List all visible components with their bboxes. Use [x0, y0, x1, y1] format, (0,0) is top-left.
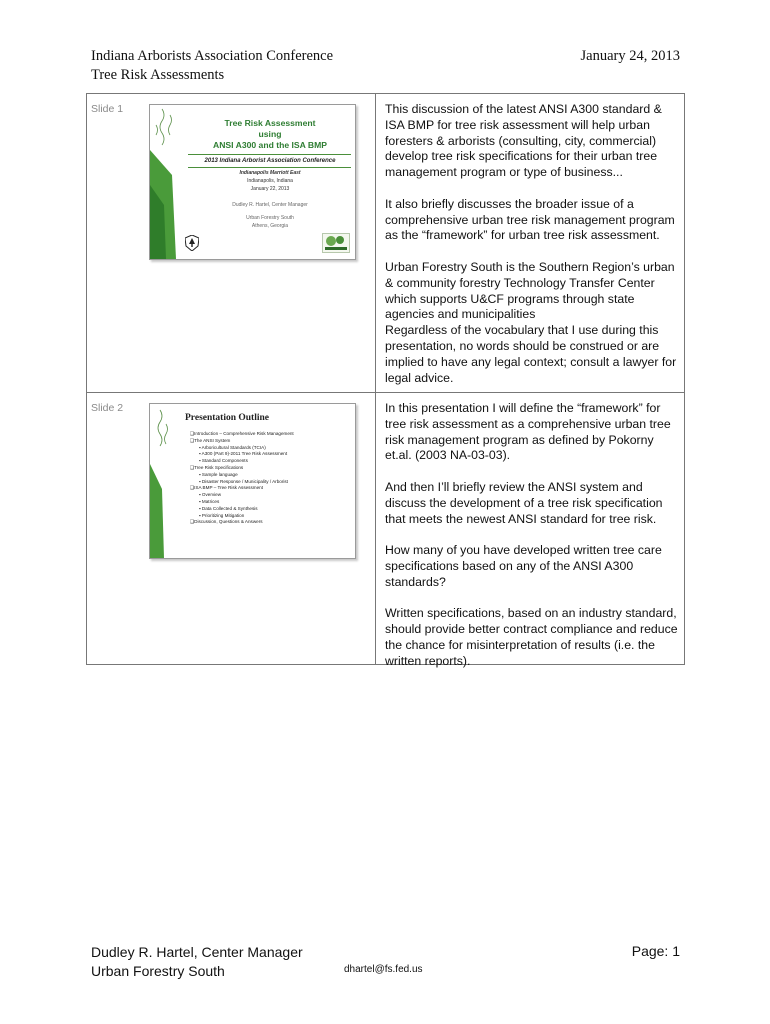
- note-paragraph: It also briefly discusses the broader issue of a comprehensive urban tree risk management program as the “framework” for urban tree risk assessment.: [385, 196, 675, 243]
- note-paragraph: And then I’ll briefly review the ANSI system and discuss the development of a tree risk specification that meets the newest ANSI standard for tree risk.: [385, 479, 663, 526]
- thumb-conference: 2013 Indiana Arborist Association Conference: [204, 158, 336, 164]
- list-item: ❑ The ANSI System: [190, 438, 294, 445]
- list-item: ▪ A300 (Part 9)-2011 Tree Risk Assessment: [190, 451, 294, 458]
- document-subtitle: Tree Risk Assessments: [91, 67, 225, 83]
- list-item: ▪ Sample language: [190, 472, 294, 479]
- thumb-org-city: Athens, Georgia: [251, 223, 289, 229]
- list-item: ❑ Discussion, Questions & Answers: [190, 519, 294, 526]
- slide-notes-2: [385, 401, 681, 685]
- list-item: ▪ Matrices: [190, 499, 294, 506]
- slide-label: Slide 1: [91, 103, 124, 115]
- thumb-outline-title: Presentation Outline: [185, 413, 270, 423]
- slide-row-2: [86, 392, 685, 668]
- thumb-title-using: using: [258, 129, 282, 139]
- list-item: ❑ ISA BMP – Tree Risk Assessment: [190, 485, 294, 492]
- slide-thumbnail-2[interactable]: [149, 403, 356, 559]
- tree-logo-icon: [322, 233, 350, 253]
- conference-title: Indiana Arborists Association Conference: [91, 48, 334, 64]
- thumb-presenter: Dudley R. Hartel, Center Manager: [232, 202, 308, 208]
- leaf-pattern-strip: [150, 105, 180, 259]
- outline-list: [190, 431, 294, 526]
- slide-thumbnail-1[interactable]: [149, 104, 356, 260]
- footer-email: dhartel@fs.fed.us: [344, 964, 423, 975]
- note-paragraph: How many of you have developed written tree care specifications based on any of the ANSI A300 standards?: [385, 543, 662, 589]
- list-item: ▪ Overview: [190, 492, 294, 499]
- footer-org: Urban Forestry South: [91, 963, 225, 979]
- column-divider: [375, 94, 376, 392]
- slide-row-1: [86, 93, 685, 393]
- list-item: ▪ Standard Components: [190, 458, 294, 465]
- notes-table: [86, 93, 686, 668]
- list-item: ▪ Prioritizing Mitigation: [190, 513, 294, 520]
- list-item: ▪ Data Collected & Synthesis: [190, 506, 294, 513]
- divider-line: [188, 167, 351, 168]
- list-item: ❑ Introduction – Comprehensive Risk Management: [190, 431, 294, 438]
- note-paragraph: In this presentation I will define the “framework” for tree risk assessment as a comprehensive urban tree risk management program as defined by Pokorny et.al. (2003 NA-03-03).: [385, 401, 671, 463]
- slide-label: Slide 2: [91, 402, 124, 414]
- header-date: January 24, 2013: [580, 48, 680, 64]
- thumb-title-standards: ANSI A300 and the ISA BMP: [213, 140, 327, 150]
- thumb-title: Tree Risk Assessment: [224, 118, 316, 128]
- note-paragraph: Written specifications, based on an industry standard, should provide better contract compliance and reduce the chance for misinterpretation of results (i.e. the written reports).: [385, 606, 678, 668]
- list-item: ❑ Tree Risk Specifications: [190, 465, 294, 472]
- note-paragraph: Urban Forestry South is the Southern Region’s urban & community forestry Technology Transfer Center which supports U&CF programs through state agencies and municipalities: [385, 259, 675, 322]
- footer-presenter: Dudley R. Hartel, Center Manager: [91, 944, 303, 960]
- divider-line: [188, 154, 351, 155]
- thumb-org: Urban Forestry South: [246, 215, 294, 221]
- document-header: [91, 47, 333, 85]
- thumb-city: Indianapolis, Indiana: [247, 178, 293, 184]
- column-divider: [375, 393, 376, 664]
- forest-service-shield-icon: [185, 235, 199, 251]
- slide-notes-1: [385, 102, 681, 402]
- thumb-date: January 22, 2013: [250, 186, 290, 192]
- note-paragraph: This discussion of the latest ANSI A300 standard & ISA BMP for tree risk assessment will help urban foresters & arborists (consulting, city, commercial) develop tree risk specifications for their urban tree management program or type of business...: [385, 102, 662, 180]
- note-paragraph: Regardless of the vocabulary that I use during this presentation, no words should be construed or are implied to have any legal context; consult a lawyer for legal advice.: [385, 323, 677, 385]
- thumb-venue: Indianapolis Marriott East: [239, 170, 301, 176]
- leaf-pattern-strip: [150, 404, 174, 558]
- list-item: ▪ Disaster Response / Municipality / Arborist: [190, 479, 294, 486]
- document-footer: [91, 943, 303, 981]
- list-item: ▪ Arboricultural Standards (TCIA): [190, 445, 294, 452]
- page-number: Page: 1: [631, 943, 680, 959]
